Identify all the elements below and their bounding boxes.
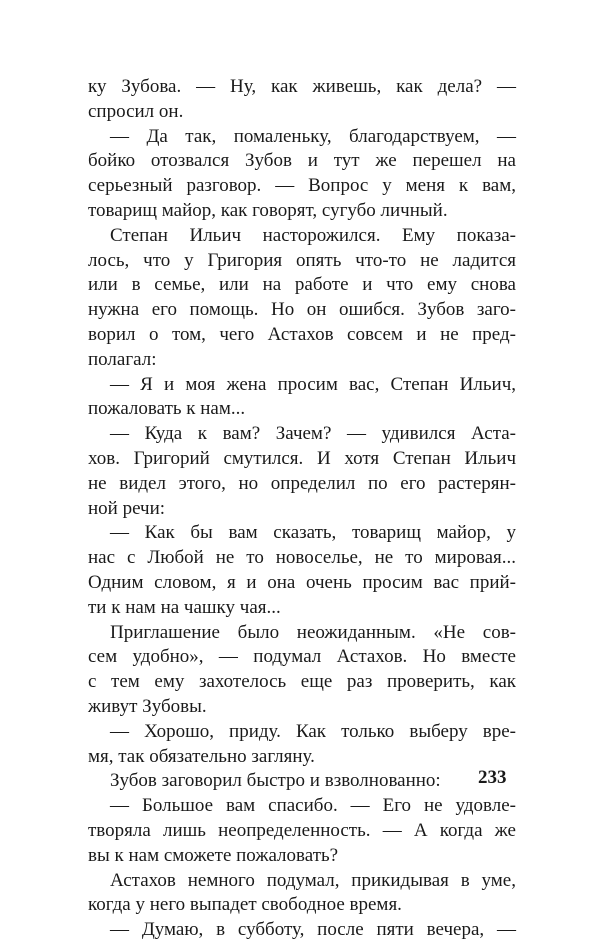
text-line: Одним словом, я и она очень просим вас прий- [88, 571, 516, 593]
text-line: Степан Ильич насторожился. Ему показа- [110, 224, 516, 246]
text-line: Астахов немного подумал, прикидывая в уме, [110, 869, 516, 891]
text-line: пожаловать к нам... [88, 398, 246, 420]
text-line: ти к нам на чашку чая... [88, 596, 281, 618]
text-line: серьезный разговор. — Вопрос у меня к вам, [88, 175, 516, 197]
text-line: полагал: [88, 348, 157, 370]
text-line: ной речи: [88, 497, 166, 519]
text-line: — Как бы вам сказать, товарищ майор, у [110, 522, 516, 544]
text-line: живут Зубовы. [88, 695, 207, 717]
text-line: творяла лишь неопределенность. — А когда же [88, 819, 516, 841]
text-line: когда у него выпадет свободное время. [88, 894, 402, 916]
text-line: сем удобно», — подумал Астахов. Но вместе [88, 646, 516, 668]
text-line: ку Зубова. — Ну, как живешь, как дела? — [88, 76, 516, 97]
page-number: 233 [478, 767, 507, 788]
text-line: не видел этого, но определил по его растерян- [88, 472, 516, 494]
text-line: хов. Григорий смутился. И хотя Степан Ильич [88, 447, 516, 469]
text-line: вы к нам сможете пожаловать? [88, 844, 339, 866]
text-line: Приглашение было неожиданным. «Не сов- [110, 621, 516, 643]
text-line: спросил он. [88, 100, 184, 122]
text-line: — Да так, помаленьку, благодарствуем, — [110, 125, 516, 147]
text-line: Зубов заговорил быстро и взволнованно: [110, 770, 441, 792]
text-line: — Я и моя жена просим вас, Степан Ильич, [110, 373, 516, 395]
text-line: нас с Любой не то новоселье, не то мировая... [88, 547, 516, 569]
text-line: — Куда к вам? Зачем? — удивился Аста- [110, 423, 516, 445]
text-line: — Думаю, в субботу, после пяти вечера, — [110, 919, 516, 941]
text-line: — Хорошо, приду. Как только выберу вре- [110, 720, 516, 742]
text-line: — Большое вам спасибо. — Его не удовле- [110, 795, 516, 817]
text-line: с тем ему захотелось еще раз проверить, как [88, 671, 516, 693]
text-line: ворил о том, чего Астахов совсем и не пред- [88, 323, 516, 345]
text-line: товарищ майор, как говорят, сугубо личный. [88, 199, 448, 221]
text-line: мя, так обязательно загляну. [88, 745, 315, 767]
body-text [88, 75, 516, 943]
text-line: бойко отозвался Зубов и тут же перешел на [88, 150, 516, 172]
text-line: лось, что у Григория опять что-то не ладится [88, 249, 516, 271]
text-line: нужна его помощь. Но он ошибся. Зубов заго- [88, 299, 516, 321]
text-line: или в семье, или на работе и что ему снова [88, 274, 516, 296]
